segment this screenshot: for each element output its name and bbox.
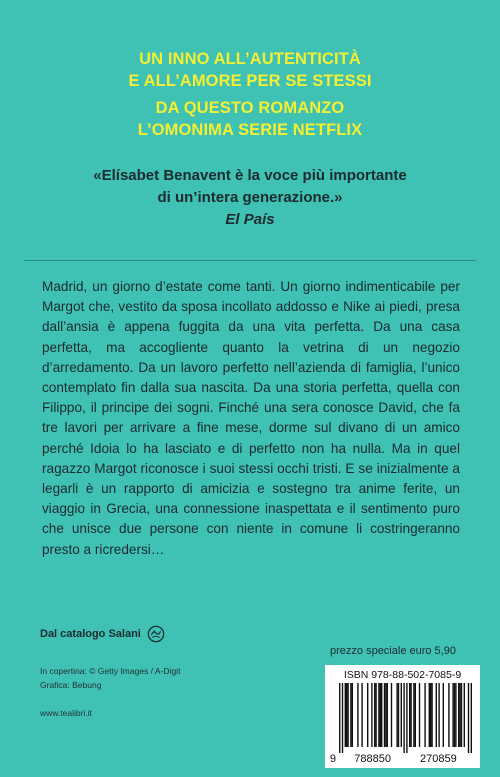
barcode-bar <box>361 683 362 747</box>
barcode-panel <box>325 665 480 768</box>
isbn-label: ISBN 978-88-502-7085-9 <box>343 669 462 681</box>
barcode-bar <box>452 683 453 747</box>
quote-source: El País <box>225 211 275 228</box>
barcode-bar <box>342 683 343 753</box>
netflix-heading <box>0 97 500 141</box>
barcode-bar <box>454 683 455 747</box>
barcode-bar <box>357 683 358 747</box>
publisher-website: www.tealibri.it <box>40 708 92 718</box>
barcode-bar <box>339 683 340 753</box>
barcode-bar <box>430 683 431 747</box>
barcode-bar <box>385 683 386 747</box>
barcode-bar <box>448 683 449 747</box>
barcode-bar <box>455 683 456 747</box>
barcode-bar <box>461 683 462 747</box>
netflix-line-2: L’OMONIMA SERIE NETFLIX <box>137 121 363 139</box>
barcode-bar <box>398 683 399 747</box>
barcode-bar <box>346 683 347 747</box>
price-label: prezzo speciale euro 5,90 <box>330 645 456 657</box>
barcode-bar <box>352 683 353 747</box>
barcode-bar <box>415 683 416 747</box>
barcode-bar <box>381 683 382 747</box>
barcode-bar <box>378 683 379 747</box>
cover-image-credit: In copertina: © Getty Images / A-Digit <box>40 666 181 676</box>
barcode-digits: 9 <box>329 753 336 765</box>
barcode-bar <box>459 683 460 747</box>
barcode-bar <box>424 683 425 747</box>
quote-line-2: di un’intera generazione.» <box>157 189 343 206</box>
cover-credits <box>40 664 180 692</box>
press-quote <box>0 165 500 231</box>
barcode-bar <box>350 683 351 747</box>
tagline-heading <box>0 48 500 92</box>
barcode-digits: 270859 <box>420 753 457 765</box>
barcode-bar <box>409 683 410 747</box>
barcode-bar <box>471 683 472 753</box>
barcode-graphic <box>325 683 480 768</box>
barcode-bar <box>401 683 402 747</box>
barcode-bar <box>387 683 388 747</box>
barcode-bar <box>396 683 397 747</box>
barcode-bar <box>384 683 385 747</box>
netflix-line-1: DA QUESTO ROMANZO <box>155 99 345 117</box>
barcode-bar <box>464 683 465 747</box>
publisher-catalog <box>40 625 165 643</box>
barcode-bar <box>345 683 346 747</box>
barcode-bar <box>458 683 459 747</box>
barcode-bar <box>374 683 375 747</box>
barcode-bar <box>347 683 348 747</box>
barcode-bar <box>419 683 420 747</box>
barcode-bar <box>371 683 372 747</box>
barcode-bar <box>429 683 430 747</box>
barcode-bar <box>406 683 407 753</box>
barcode-bar <box>413 683 414 747</box>
barcode-bar <box>431 683 432 747</box>
barcode-bar <box>436 683 437 747</box>
barcode-bar <box>410 683 411 747</box>
barcode-bar <box>367 683 368 747</box>
tagline-line-2: E ALL’AMORE PER SE STESSI <box>128 72 372 90</box>
divider <box>24 260 476 261</box>
barcode-bar <box>380 683 381 747</box>
barcode-bar <box>468 683 469 753</box>
barcode-bar <box>443 683 444 747</box>
barcode-bar <box>403 683 404 753</box>
tagline-line-1: UN INNO ALL’AUTENTICITÀ <box>139 50 361 68</box>
book-blurb: Madrid, un giorno d’estate come tanti. Un giorno indimenticabile per Margot che, vestito da sposa incollato addosso e Nike ai piedi, presa dall’ansia è appena fuggita da una vita perfetta. Da una casa perfetta, ma accogliente quanto la vetrina di un negozio d’arredamento. Da un lavoro perfetto nell’azienda di famiglia, l’unico contemplato fin dalla sua nascita. Da una storia perfetta, quella con Filippo, il principe dei sogni. Finché una sera conosce David, che fa tre lavori per arrivare a fine mese, dorme sul divano di un amico perché Idoia lo ha lasciato e di perfetto non ha nulla. Ma in quel ragazzo Margot riconosce i suoi stessi occhi tristi. E se inizialmente a legarli è un rapporto di amicizia e sostegno tra anime ferite, un viaggio in Grecia, una connessione inaspettata e il sentimento puro che unisce due persone con niente in comune li costringeranno presto a ricredersi… <box>42 279 460 557</box>
barcode-bar <box>375 683 376 747</box>
salani-logo-icon <box>147 625 165 643</box>
graphics-credit: Grafica: Bebung <box>40 680 102 690</box>
catalog-label: Dal catalogo Salani <box>40 628 141 640</box>
quote-line-1: «Elísabet Benavent è la voce più importante <box>93 167 407 184</box>
barcode-bar <box>391 683 392 747</box>
barcode-digits: 788850 <box>354 753 391 765</box>
barcode-bar <box>438 683 439 747</box>
